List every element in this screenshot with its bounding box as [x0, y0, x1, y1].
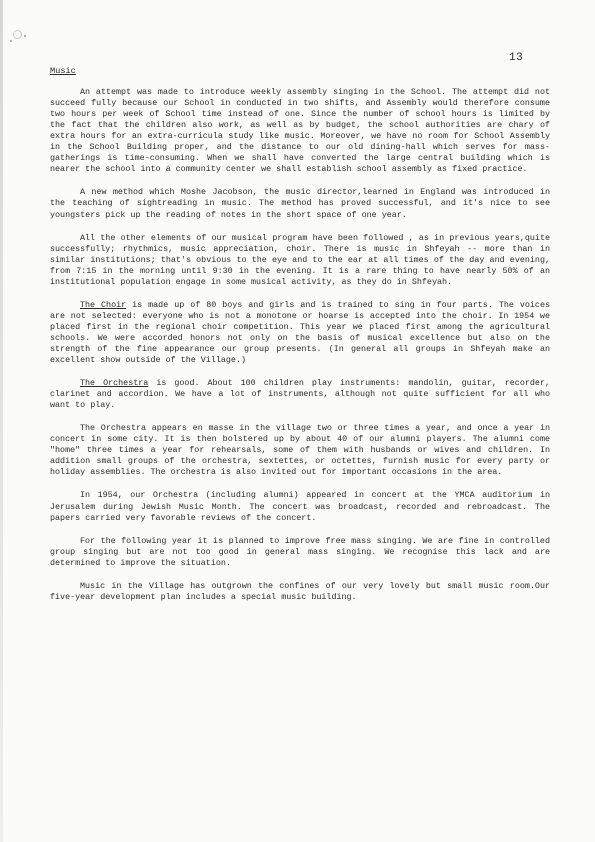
paragraph-text: For the following year it is planned to improve free mass singing. We are fine in controlled group singing but are not too good in general mass singing. We recognise this lack and are determined to improve the situation. [50, 535, 550, 568]
paragraph-mass-singing [50, 536, 550, 569]
paragraph-text: is made up of 80 boys and girls and is trained to sing in four parts. The voices are not selected: everyone who is not a monotone or hoarse is accepted into the choir. In 1954 we placed first in the regional choir competition. This year we placed first among the agricultural schools. We were accorded honors not only on the basis of musical excellence but also on the strength of the fine appearance our group presents. (In general all groups in Shfeyah make an excellent show outside of the Village.) [50, 299, 551, 366]
section-title: Music [50, 66, 76, 76]
paragraph-text: The method has proved successful, and it's nice to see youngsters pick up the reading of notes in the short space of one year. [50, 198, 550, 220]
page-number: 13 [509, 52, 524, 64]
paragraph-music-building [50, 581, 550, 603]
paragraph-ymca-concert [50, 490, 550, 523]
choir-heading: The Choir [80, 299, 127, 310]
paper-speck [10, 40, 12, 42]
paragraph-choir [50, 300, 550, 366]
paragraph-new-method [50, 187, 550, 220]
orchestra-heading: The Orchestra [80, 378, 149, 389]
paragraph-orchestra-appearances [50, 423, 550, 478]
document-body [50, 66, 550, 615]
paragraph-text: is good. About 100 children play instruments: mandolin, guitar, recorder, clarinet and accordion. We have a lot of instruments, although not quite sufficient for all who want to play. [50, 378, 550, 411]
paragraph-orchestra [50, 378, 550, 411]
paragraph-text: A new method which Moshe Jacobson, the music director,learned in England was introduced in the teaching of sightreading in music. [50, 187, 550, 209]
paper-speck [24, 35, 26, 37]
paragraph-musical-program [50, 233, 550, 288]
paragraph-text: The Orchestra appears en masse in the village two or three times a year, and once a year in concert in some city. It is then bolstered up by about 40 of our alumni players. The alumni come "home" three times a year for rehearsals, some of them with husbands or wives and children. In addition small groups of the orchestra, sextettes, or octettes, furnish music for every party or holiday assemblies. The orchestra is also invited out for important occasions in the area. [50, 423, 550, 478]
punch-hole-mark [13, 30, 22, 39]
paragraph-text: An attempt was made to introduce weekly assembly singing in the School. The attempt did not succeed fully because our School in conducted in two shifts, and Assembly would therefore consume two hours per week of School time instead of one. Since the number of school hours is limited by the fact that the children also work, as well as by budget, the school authorities are chary of extra hours for an extra-curricula study like music. Moreover, we have no room for School Assembly in the School Building proper, and the distance to our old dining-hall which serves for mass-gatherings is time-consuming. When we shall have converted the large central building which is nearer the school into a community center we shall establish school assembly as fixed practice. [50, 87, 550, 175]
paragraph-text: Music in the Village has outgrown the confines of our very lovely but small music room.Our five-year development plan includes a special music building. [50, 580, 550, 602]
paragraph-assembly-singing [50, 87, 550, 175]
paragraph-text: In 1954, our Orchestra (including alumni) appeared in concert at the YMCA auditorium in Jerusalem during Jewish Music Month. The concert was broadcast, recorded and rebroadcast. The papers carried very favorable reviews of the concert. [50, 490, 550, 523]
paragraph-text: All the other elements of our musical program have been followed , as in previous years,quite successfully; rhythmics, music appreciation, choir. There is music in Shfeyah -- more than in similar institutions; that's obvious to the eye and to the ear at all times of the day and evening, from 7:15 in the morning until 9:30 in the evening. It is a rare thing to have nearly 50% of an institutional population engage in some musical activity, as they do in Shfeyah. [50, 232, 550, 287]
